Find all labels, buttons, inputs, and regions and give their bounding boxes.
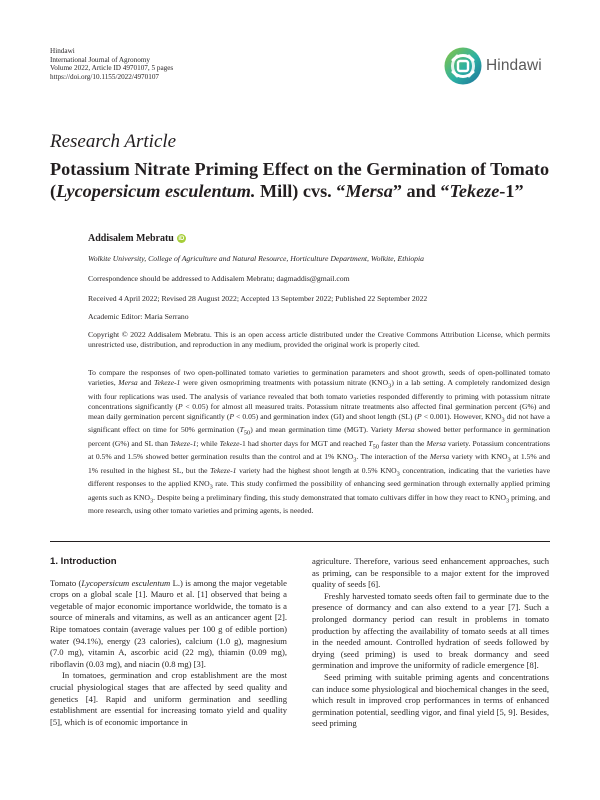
section-heading-introduction: 1. Introduction [50,556,117,567]
copyright-notice: Copyright © 2022 Addisalem Mebratu. This is an open access article distributed under the Creative Commons Attribution License, which permits unrestricted use, distribution, and reproduction in any medium, provided the original work is properly cited. [88,330,550,349]
journal-meta [50,47,173,81]
title-cultivar: Mersa [345,181,393,201]
paragraph: In tomatoes, germination and crop establishment are the most crucial physiological stages that are affected by seed quality and genetics [4]. Rapid and uniform germination and seedling establishment are essential for increasing tomato yield and quality [5], which is of economic importance in [50,670,287,727]
author-line [88,233,186,244]
academic-editor: Academic Editor: Maria Serrano [88,312,189,321]
volume-info: Volume 2022, Article ID 4970107, 5 pages [50,64,174,73]
correspondence: Correspondence should be addressed to Addisalem Mebratu; dagmaddis@gmail.com [88,274,350,283]
publication-dates: Received 4 April 2022; Revised 28 August 2022; Accepted 13 September 2022; Published 22 September 2022 [88,294,428,303]
article-title [50,158,560,202]
paragraph: agriculture. Therefore, various seed enhancement approaches, such as priming, can be responsible to a major extent for the improved quality of seeds [6]. [312,556,549,590]
author-name[interactable]: Addisalem Mebratu [88,233,174,244]
paragraph: Seed priming with suitable priming agents and concentrations can induce some physiological and biochemical changes in the seed, which result in improved crop performances in terms of enhanced germination potential, seedling vigor, and final yield [5, 9]. Besides, seed priming [312,671,549,729]
hindawi-knot-icon [443,46,483,86]
article-type: Research Article [50,131,177,152]
abstract-text: To compare the responses of two open-pollinated tomato varieties to germination parameters and shoot growth, seeds of open-pollinated tomato varieties, Mersa and Tekeze-1 were given osmopriming treatments with potassium nitrate $(KNO_3)$ in a lab setting. A completely randomized design with four replications was used. The analysis of variance revealed that both tomato varieties responded differently to priming with potassium nitrate concentrations significantly (P < 0.05) for almost all measured traits. Potassium nitrate treatments also affected final germination percent (G%) and mean daily germination percent significantly (P < 0.05) and germination index (GI) and shoot length (SL) (P < 0.001). However, $KNO_3$ did not have a significant effect on time for 50% germination $(T_{50})$ and mean germination time (MGT). Variety Mersa showed better performance in germination percent (G%) and SL than Tekeze-1; while Tekeze-1 had shorter days for MGT and reached $T_{50}$ faster than the Mersa variety. Potassium concentrations at 0.5% and 1.5% showed better germination results than the control and at 1% $KNO_3$. The interaction of the Mersa variety with $KNO_3$ at 1.5% and 1% resulted in the highest SL, but the Tekeze-1 variety had the highest shoot length at 0.5% $KNO_3$ concentration, indicating that the varieties have different responses to the applied $KNO_3$ rate. This study confirmed the possibility of enhancing seed germination through externally applied priming agents such as $KNO_3$. Despite being a preliminary finding, this study demonstrated that tomato cultivars differ in how they react to $KNO_3$ priming, and more research, using other tomato varieties and priming agents, is needed. [88,368,551,516]
abstract [88,368,550,516]
doi-link[interactable]: https://doi.org/10.1155/2022/4970107 [50,72,160,81]
title-text: ” and “ [392,181,450,201]
publisher-name: Hindawi [50,47,75,55]
title-species: Lycopersicum esculentum. [56,181,256,201]
hindawi-logo [443,46,555,86]
title-cultivar: Tekeze [449,181,500,201]
journal-name: International Journal of Agronomy [50,55,151,64]
section-divider [50,541,550,542]
title-text: -1” [499,181,524,201]
title-text: Mill) cvs. “ [255,181,346,201]
orcid-icon[interactable]: iD [178,235,185,242]
title-text: Potassium Nitrate Priming Effect on the Germination of Tomato ( [50,159,550,201]
logo-wordmark: Hindawi [486,57,542,74]
body-column-left [50,556,287,728]
affiliation: Wolkite University, College of Agriculture and Natural Resource, Horticulture Department, Wolkite, Ethiopia [88,254,424,263]
body-column-right [312,556,549,730]
paragraph: Tomato (Lycopersicum esculentum L.) is among the major vegetable crops on a global scale [1]. Mauro et al. [1] observed that being a vegetable of major economic importance worldwide, the tomato is a source of minerals and vitamins, as well as an anticancer agent [2]. Ripe tomatoes contain (average values per 100 g of edible portion) water (94.1%), energy (23 calories), calcium (1.0 g), magnesium (7.0 mg), vitamin A, ascorbic acid (22 mg), thiamin (0.09 mg), riboflavin (0.03 mg), and niacin (0.8 mg) [3]. [50,577,287,669]
paragraph: Freshly harvested tomato seeds often fail to germinate due to the presence of dormancy and can also extend to a year [7]. Such a prolonged dormancy period can result in problems in tomato production by affecting the availability of tomato seeds at all times in the needed amount. Controlled hydration of seeds followed by drying (seed priming) is used to break dormancy and seed germination and improve the uniformity of radicle emergence [8]. [312,590,549,671]
